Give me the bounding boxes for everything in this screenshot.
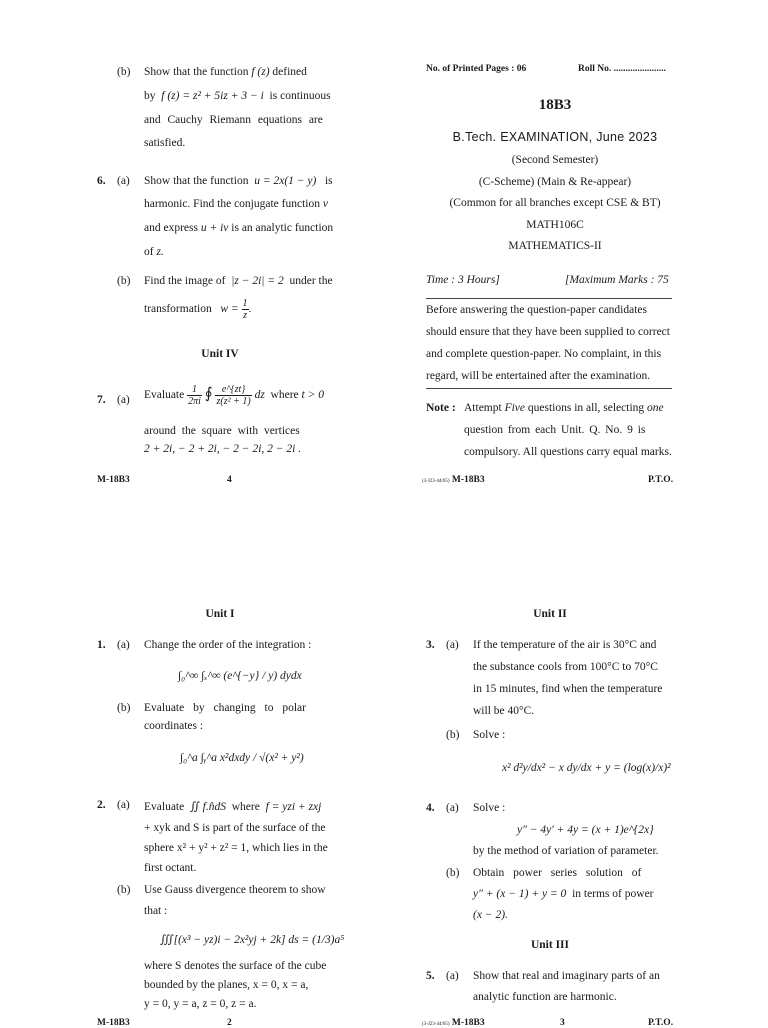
note-five: Five — [504, 402, 526, 414]
q3-number: 3. — [426, 639, 435, 651]
q4b-line-2 — [473, 888, 654, 900]
q6a-label: (a) — [117, 175, 130, 187]
q6a-text-3: and express — [144, 222, 198, 234]
q6a-line-3 — [144, 222, 333, 234]
q2b-label: (b) — [117, 884, 131, 896]
q7a-frac-1-num: 1 — [187, 384, 202, 396]
q2a-line-2: + xyk and S is part of the surface of the — [144, 822, 326, 834]
q5b-line-1 — [144, 66, 307, 78]
q1b-label: (b) — [117, 702, 131, 714]
footer-pto: P.T.O. — [648, 1018, 674, 1028]
q4-number: 4. — [426, 802, 435, 814]
scheme: (C-Scheme) (Main & Re-appear) — [478, 176, 632, 188]
q6a-line-2 — [144, 198, 328, 210]
note-line-3: compulsory. All questions carry equal marks. — [464, 446, 672, 458]
q5a-label: (a) — [446, 970, 459, 982]
q7a-frac-1-den: 2πi — [188, 396, 201, 407]
q2b-line-1: Use Gauss divergence theorem to show — [144, 884, 326, 896]
q6a-math-1: u = 2x(1 − y) — [254, 175, 317, 187]
q5b-line-4: satisfied. — [144, 137, 186, 149]
q2b-line-4: bounded by the planes, x = 0, x = a, — [144, 979, 309, 991]
q6a-text-1-end: is — [324, 175, 333, 187]
note-attempt: Attempt — [464, 402, 502, 414]
footer-left-code: M-18B3 — [97, 475, 130, 485]
q4a-equation: y″ − 4y′ + 4y = (x + 1)e^{2x} — [517, 824, 654, 836]
q1a-label: (a) — [117, 639, 130, 651]
q5a-line-1: Show that real and imaginary parts of an — [473, 970, 660, 982]
q2a-line-3: sphere x² + y² + z² = 1, which lies in the — [144, 842, 328, 854]
contour-integral-icon: ∮ — [204, 386, 213, 403]
q4a-label: (a) — [446, 802, 459, 814]
q7a-dz: dz — [254, 389, 265, 402]
footer-page-number: 3 — [560, 1018, 565, 1028]
q1b-line-1: Evaluate by changing to polar — [144, 702, 306, 714]
q6b-fraction — [242, 298, 249, 321]
unit-2-heading: Unit II — [533, 608, 567, 620]
page-3-panel — [384, 512, 768, 1028]
q6-number: 6. — [97, 175, 106, 187]
footer-pto: P.T.O. — [648, 475, 674, 485]
q2a-label: (a) — [117, 799, 130, 811]
printed-pages: No. of Printed Pages : 06 — [426, 64, 527, 74]
instructions-bottom-rule — [426, 388, 672, 389]
footer-code — [422, 475, 485, 485]
q5b-text-1: Show that the function — [144, 66, 249, 78]
q6b-label: (b) — [117, 275, 131, 287]
footer-code-main: M-18B3 — [451, 475, 485, 485]
q5b-label: (b) — [117, 66, 131, 78]
page-2-panel — [0, 512, 384, 1028]
q3a-line-1: If the temperature of the air is 30°C and — [473, 639, 657, 651]
q7a-line-3: 2 + 2i, − 2 + 2i, − 2 − 2i, 2 − 2i . — [144, 443, 302, 455]
q2a-f: f = yzi + zxj — [265, 801, 322, 813]
q7a-condition: t > 0 — [301, 389, 324, 402]
q4a-text: Solve : — [473, 802, 506, 814]
q1b-line-2: coordinates : — [144, 720, 204, 732]
q4b-equation: y″ + (x − 1) + y = 0 — [473, 888, 567, 900]
unit-3-heading: Unit III — [530, 939, 570, 951]
q6b-text-1-end: under the — [289, 275, 333, 287]
q6a-text-2: harmonic. Find the conjugate function — [144, 198, 320, 210]
q6a-line-1 — [144, 175, 333, 187]
q6a-v: v — [322, 198, 328, 210]
q2a-line-1 — [144, 799, 321, 813]
q4b-line-1: Obtain power series solution of — [473, 867, 642, 879]
paper-code: 18B3 — [538, 97, 572, 113]
q2a-integral: ∬ f.n̂dS — [189, 801, 226, 813]
note-one: one — [647, 402, 664, 414]
q5b-line-2 — [144, 90, 331, 102]
q3a-line-2: the substance cools from 100°C to 70°C — [473, 661, 658, 673]
q7a-where: where — [270, 389, 299, 402]
note-line-1 — [464, 402, 664, 414]
q6b-frac-num: 1 — [242, 298, 248, 309]
footer-code — [422, 1018, 485, 1028]
q3a-label: (a) — [446, 639, 459, 651]
q6a-math-3: u + iv — [200, 222, 229, 234]
page-4-panel — [0, 0, 384, 512]
q4b-label: (b) — [446, 867, 460, 879]
q3a-line-4: will be 40°C. — [473, 705, 535, 717]
q3b-text: Solve : — [473, 729, 506, 741]
footer-left-code: M-18B3 — [97, 1018, 130, 1028]
q7-number: 7. — [97, 394, 106, 406]
q6a-text-3-end: is an analytic function — [231, 222, 334, 234]
instructions-top-rule — [426, 298, 672, 299]
q3a-line-3: in 15 minutes, find when the temperature — [473, 683, 663, 695]
q6b-text-1: Find the image of — [144, 275, 226, 287]
q6b-line-1 — [144, 275, 333, 287]
q1a-integral: ∫₀^∞ ∫ₓ^∞ (e^{−y} / y) dydx — [178, 670, 302, 682]
q7a-line-2: around the square with vertices — [144, 425, 300, 437]
q6b-text-2: transformation — [144, 303, 212, 316]
note-line-2: question from each Unit. Q. No. 9 is — [464, 424, 646, 436]
q2a-where: where — [231, 801, 260, 813]
semester: (Second Semester) — [511, 154, 599, 166]
q5b-text-1-end: defined — [272, 66, 307, 78]
exam-title: B.Tech. EXAMINATION, June 2023 — [452, 130, 658, 144]
q4b-line-3: (x − 2). — [473, 909, 508, 921]
page-1-panel — [384, 0, 768, 512]
footer-page-number: 2 — [227, 1018, 232, 1028]
q2a-line-4: first octant. — [144, 862, 197, 874]
note-selecting: questions in all, selecting — [527, 402, 645, 414]
q7a-evaluate: Evaluate — [144, 389, 185, 402]
maximum-marks: [Maximum Marks : 75 — [565, 274, 669, 286]
q2-number: 2. — [97, 799, 106, 811]
q2a-evaluate: Evaluate — [144, 801, 185, 813]
q7a-label: (a) — [117, 394, 130, 406]
q6a-text-4: of — [144, 246, 154, 258]
unit-4-heading: Unit IV — [201, 348, 239, 360]
q3b-equation: x² d²y/dx² − x dy/dx + y = (log(x)/x)² — [502, 762, 671, 774]
unit-1-heading: Unit I — [205, 608, 235, 620]
instructions-line-2: should ensure that they have been supplied to correct — [426, 326, 670, 338]
q3b-label: (b) — [446, 729, 460, 741]
instructions-line-4: regard, will be entertained after the examination. — [426, 370, 651, 382]
q6b-w: w = — [220, 303, 239, 316]
q7a-frac-2-den: z(z² + 1) — [216, 396, 251, 407]
q6b-line-2: transformation w = $\frac{1}{z}$ . — [144, 298, 252, 321]
q5b-math-2: f (z) = z² + 5iz + 3 − i — [161, 90, 264, 102]
q4b-text-2-end: in terms of power — [572, 888, 654, 900]
footer-code-small: (3-J23-44/05) — [422, 479, 450, 484]
q5b-math-1: f (z) — [251, 66, 270, 78]
q2b-line-3: where S denotes the surface of the cube — [144, 960, 327, 972]
q6a-line-4 — [144, 246, 164, 258]
q6b-math-1: |z − 2i| = 2 — [231, 275, 284, 287]
course-code: MATH106C — [526, 219, 584, 231]
q7a-frac-2-num: e^{zt} — [215, 384, 251, 396]
time-allowed: Time : 3 Hours] — [426, 274, 500, 286]
q5b-line-3: and Cauchy Riemann equations are — [144, 114, 323, 126]
q1b-integral: ∫₀^a ∫ᵧ^a x²dxdy / √(x² + y²) — [180, 752, 304, 764]
q6a-text-1: Show that the function — [144, 175, 249, 187]
note-label: Note : — [426, 402, 456, 414]
q2b-integral: ∭[(x³ − yz)i − 2x²yj + 2k] ds = (1/3)a⁵ — [160, 934, 345, 946]
q1-number: 1. — [97, 639, 106, 651]
q5-number: 5. — [426, 970, 435, 982]
footer-code-main: M-18B3 — [451, 1018, 485, 1028]
q5b-by: by — [144, 90, 156, 102]
q6b-frac-den: z — [243, 310, 247, 321]
instructions-line-1: Before answering the question-paper candidates — [426, 304, 647, 316]
instructions-line-3: and complete question-paper. No complaint, in this — [426, 348, 662, 360]
q5b-text-2-end: is continuous — [269, 90, 331, 102]
common-branches: (Common for all branches except CSE & BT) — [449, 197, 661, 209]
q1a-text: Change the order of the integration : — [144, 639, 312, 651]
q5a-line-2: analytic function are harmonic. — [473, 991, 617, 1003]
q7a-frac-2 — [215, 384, 251, 407]
q7a-frac-1 — [187, 384, 202, 407]
footer-page-number: 4 — [227, 475, 232, 485]
subject-name: MATHEMATICS-II — [508, 240, 602, 252]
q2b-line-2: that : — [144, 905, 168, 917]
q2b-line-5: y = 0, y = a, z = 0, z = a. — [144, 998, 257, 1010]
footer-code-small: (3-J23-44/05) — [422, 1022, 450, 1027]
q6a-z: z. — [156, 246, 164, 258]
q4a-line-2: by the method of variation of parameter. — [473, 845, 659, 857]
q7a-line-1 — [144, 384, 324, 407]
roll-number: Roll No. ...................... — [578, 64, 666, 74]
